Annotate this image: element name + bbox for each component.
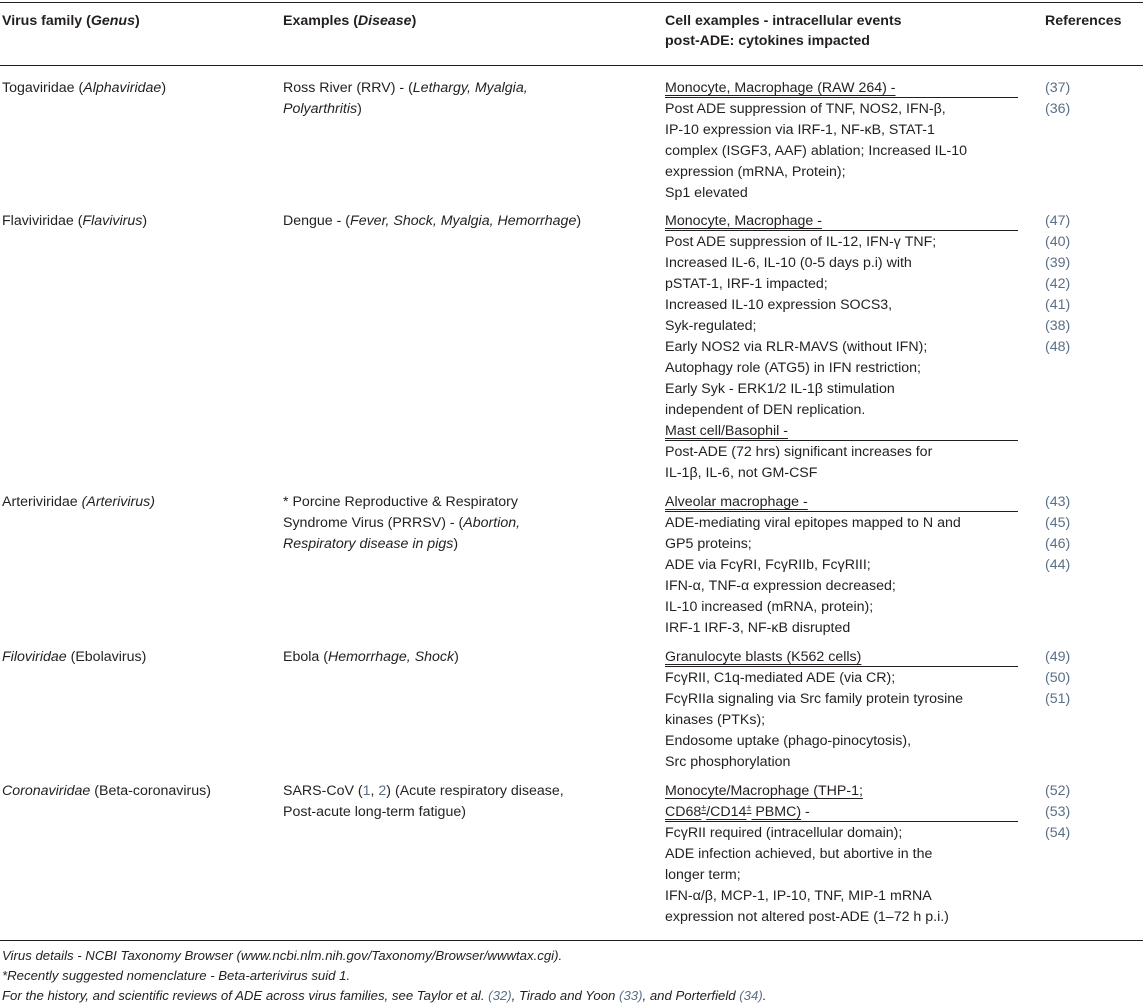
reference-link[interactable]: (49) [1045, 649, 1071, 665]
cell-event-line: FcγRII required (intracellular domain); [665, 825, 903, 841]
cell-event-line: IFN-α/β, MCP-1, IP-10, TNF, MIP-1 mRNA [665, 888, 932, 904]
cell-event-line: IP-10 expression via IRF-1, NF-κB, STAT-1 [665, 122, 935, 138]
cell-event-line: Endosome uptake (phago-pinocytosis), [665, 733, 912, 749]
reference-link[interactable]: (52) [1045, 783, 1071, 799]
cell-event-line: Syk-regulated; [665, 318, 757, 334]
cell-event-line: ADE infection achieved, but abortive in the [665, 846, 933, 862]
table-top-rule [0, 2, 1143, 3]
reference-link[interactable]: (54) [1045, 825, 1071, 841]
cell-event-line: FcγRII, C1q-mediated ADE (via CR); [665, 670, 896, 686]
cell-event-line: expression (mRNA, Protein); [665, 164, 846, 180]
reference-link[interactable]: (50) [1045, 670, 1071, 686]
virus-family: Arteriviridae (Arterivirus) [2, 494, 155, 510]
cell-event-line: GP5 proteins; [665, 536, 752, 552]
header-references: References [1045, 13, 1122, 29]
reference-link[interactable]: (45) [1045, 515, 1071, 531]
cell-type-heading: Monocyte/Macrophage (THP-1; [665, 783, 863, 799]
cell-event-line: ADE-mediating viral epitopes mapped to N and [665, 515, 961, 531]
table-bottom-rule [0, 940, 1143, 941]
cell-event-line: complex (ISGF3, AAF) ablation; Increased IL-10 [665, 143, 968, 159]
example-disease-cont: Respiratory disease in pigs) [283, 536, 459, 552]
reference-link[interactable]: (39) [1045, 255, 1071, 271]
cell-event-line: pSTAT-1, IRF-1 impacted; [665, 276, 828, 292]
cell-type-heading: Monocyte, Macrophage (RAW 264) - [665, 80, 896, 96]
footnote: For the history, and scientific reviews of ADE across virus families, see Taylor et al. (32), Tirado and Yoon (33), and Porterfield (34). [2, 988, 767, 1003]
example-disease: * Porcine Reproductive & Respiratory [283, 494, 518, 510]
example-disease-cont: Polyarthritis) [283, 101, 362, 117]
example-disease-cont: Post-acute long-term fatigue) [283, 804, 466, 820]
cell-type-heading: Granulocyte blasts (K562 cells) [665, 649, 862, 665]
cell-event-line: FcγRIIa signaling via Src family protein tyrosine [665, 691, 964, 707]
virus-family: Coronaviridae (Beta-coronavirus) [2, 783, 211, 799]
cell-type-heading: Alveolar macrophage - [665, 494, 808, 510]
cell-event-line: Early Syk - ERK1/2 IL-1β stimulation [665, 381, 895, 397]
example-disease-cont: Syndrome Virus (PRRSV) - (Abortion, [283, 515, 521, 531]
cell-divider [665, 666, 1018, 667]
reference-link[interactable]: (38) [1045, 318, 1071, 334]
cell-event-line: Increased IL-6, IL-10 (0-5 days p.i) with [665, 255, 912, 271]
virus-family: Togaviridae (Alphaviridae) [2, 80, 167, 96]
cell-divider [665, 821, 1018, 822]
cell-event-line: kinases (PTKs); [665, 712, 766, 728]
header-examples: Examples (Disease) [283, 13, 417, 29]
reference-link[interactable]: (47) [1045, 213, 1071, 229]
example-disease: Ebola (Hemorrhage, Shock) [283, 649, 459, 665]
cell-type-heading: Monocyte, Macrophage - [665, 213, 822, 229]
cell-event-line: expression not altered post-ADE (1–72 h p.i.) [665, 909, 949, 925]
header-bottom-rule [0, 65, 1143, 66]
example-disease: SARS-CoV (1, 2) (Acute respiratory disease, [283, 783, 564, 799]
cell-event-line: ADE via FcγRI, FcγRIIb, FcγRIII; [665, 557, 871, 573]
reference-link[interactable]: (43) [1045, 494, 1071, 510]
reference-link[interactable]: 1 [362, 783, 371, 799]
cell-event-line: independent of DEN replication. [665, 402, 866, 418]
cell-event-line: Post ADE suppression of TNF, NOS2, IFN-β, [665, 101, 946, 117]
reference-link[interactable]: (36) [1045, 101, 1071, 117]
reference-link[interactable]: (46) [1045, 536, 1071, 552]
cell-divider [665, 511, 1018, 512]
cell-event-line: Post ADE suppression of IL-12, IFN-γ TNF; [665, 234, 937, 250]
reference-link[interactable]: (48) [1045, 339, 1071, 355]
cell-divider [665, 440, 1018, 441]
cell-divider [665, 230, 1018, 231]
cell-event-line: IL-1β, IL-6, not GM-CSF [665, 465, 818, 481]
reference-link[interactable]: (32) [488, 988, 512, 1003]
reference-link[interactable]: (44) [1045, 557, 1071, 573]
footnote: *Recently suggested nomenclature - Beta-arterivirus suid 1. [2, 968, 351, 983]
cell-event-line: Early NOS2 via RLR-MAVS (without IFN); [665, 339, 928, 355]
cell-event-line: IRF-1 IRF-3, NF-κB disrupted [665, 620, 851, 636]
cell-event-line: Sp1 elevated [665, 185, 748, 201]
cell-event-line: Autophagy role (ATG5) in IFN restriction; [665, 360, 921, 376]
reference-link[interactable]: (41) [1045, 297, 1071, 313]
cell-event-line: longer term; [665, 867, 741, 883]
virus-family: Flaviviridae (Flavivirus) [2, 213, 148, 229]
example-disease: Dengue - (Fever, Shock, Myalgia, Hemorrhage) [283, 213, 582, 229]
reference-link[interactable]: 2 [378, 783, 387, 799]
reference-link[interactable]: (37) [1045, 80, 1071, 96]
virus-family: Filoviridae (Ebolavirus) [2, 649, 147, 665]
header-cell-examples: Cell examples - intracellular events post-ADE: cytokines impacted [665, 13, 902, 49]
cell-event-line: Src phosphorylation [665, 754, 791, 770]
cell-type-heading: Mast cell/Basophil - [665, 423, 789, 439]
cell-type-heading-cont: CD68±/CD14± PBMC) - [665, 802, 810, 820]
cell-event-line: IL-10 increased (mRNA, protein); [665, 599, 874, 615]
example-disease: Ross River (RRV) - (Lethargy, Myalgia, [283, 80, 528, 96]
reference-link[interactable]: (51) [1045, 691, 1071, 707]
cell-event-line: Post-ADE (72 hrs) significant increases for [665, 444, 933, 460]
reference-link[interactable]: (53) [1045, 804, 1071, 820]
header-virus-family: Virus family (Genus) [2, 13, 140, 29]
reference-link[interactable]: (33) [619, 988, 643, 1003]
reference-link[interactable]: (42) [1045, 276, 1071, 292]
cell-event-line: Increased IL-10 expression SOCS3, [665, 297, 893, 313]
reference-link[interactable]: (34) [739, 988, 763, 1003]
footnote: Virus details - NCBI Taxonomy Browser (www.ncbi.nlm.nih.gov/Taxonomy/Browser/wwwtax.cgi). [2, 948, 563, 963]
reference-link[interactable]: (40) [1045, 234, 1071, 250]
cell-divider [665, 97, 1018, 98]
cell-event-line: IFN-α, TNF-α expression decreased; [665, 578, 896, 594]
